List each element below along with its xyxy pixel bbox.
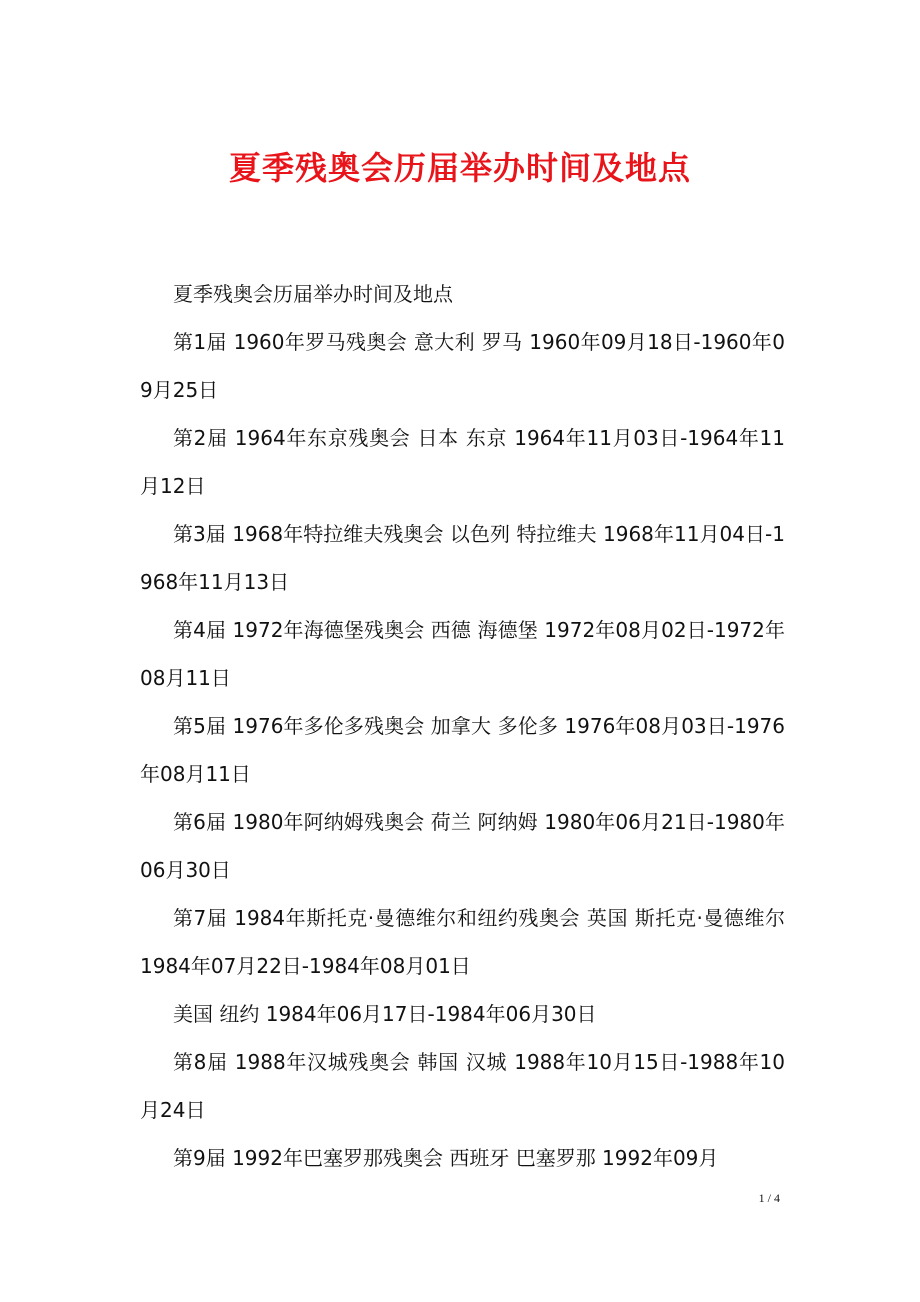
document-body [140, 270, 785, 1182]
paragraph: 第3届 1968年特拉维夫残奥会 以色列 特拉维夫 1968年11月04日-1968年11月13日 [140, 522, 785, 594]
paragraph: 第5届 1976年多伦多残奥会 加拿大 多伦多 1976年08月03日-1976年08月11日 [140, 714, 785, 786]
paragraph: 美国 纽约 1984年06月17日-1984年06月30日 [173, 1002, 597, 1026]
paragraph: 第6届 1980年阿纳姆残奥会 荷兰 阿纳姆 1980年06月21日-1980年06月30日 [140, 810, 785, 882]
paragraph: 夏季残奥会历届举办时间及地点 [173, 282, 453, 306]
paragraph: 第9届 1992年巴塞罗那残奥会 西班牙 巴塞罗那 1992年09月 [173, 1146, 719, 1170]
paragraph: 第1届 1960年罗马残奥会 意大利 罗马 1960年09月18日-1960年09月25日 [140, 330, 785, 402]
paragraph: 第4届 1972年海德堡残奥会 西德 海德堡 1972年08月02日-1972年08月11日 [140, 618, 785, 690]
document-title: 夏季残奥会历届举办时间及地点 [228, 149, 691, 187]
page-number: 1 / 4 [758, 1191, 780, 1205]
paragraph: 第7届 1984年斯托克·曼德维尔和纽约残奥会 英国 斯托克·曼德维尔 1984年07月22日-1984年08月01日 [140, 906, 785, 978]
paragraph: 第2届 1964年东京残奥会 日本 东京 1964年11月03日-1964年11月12日 [140, 426, 785, 498]
paragraph: 第8届 1988年汉城残奥会 韩国 汉城 1988年10月15日-1988年10月24日 [140, 1050, 785, 1122]
